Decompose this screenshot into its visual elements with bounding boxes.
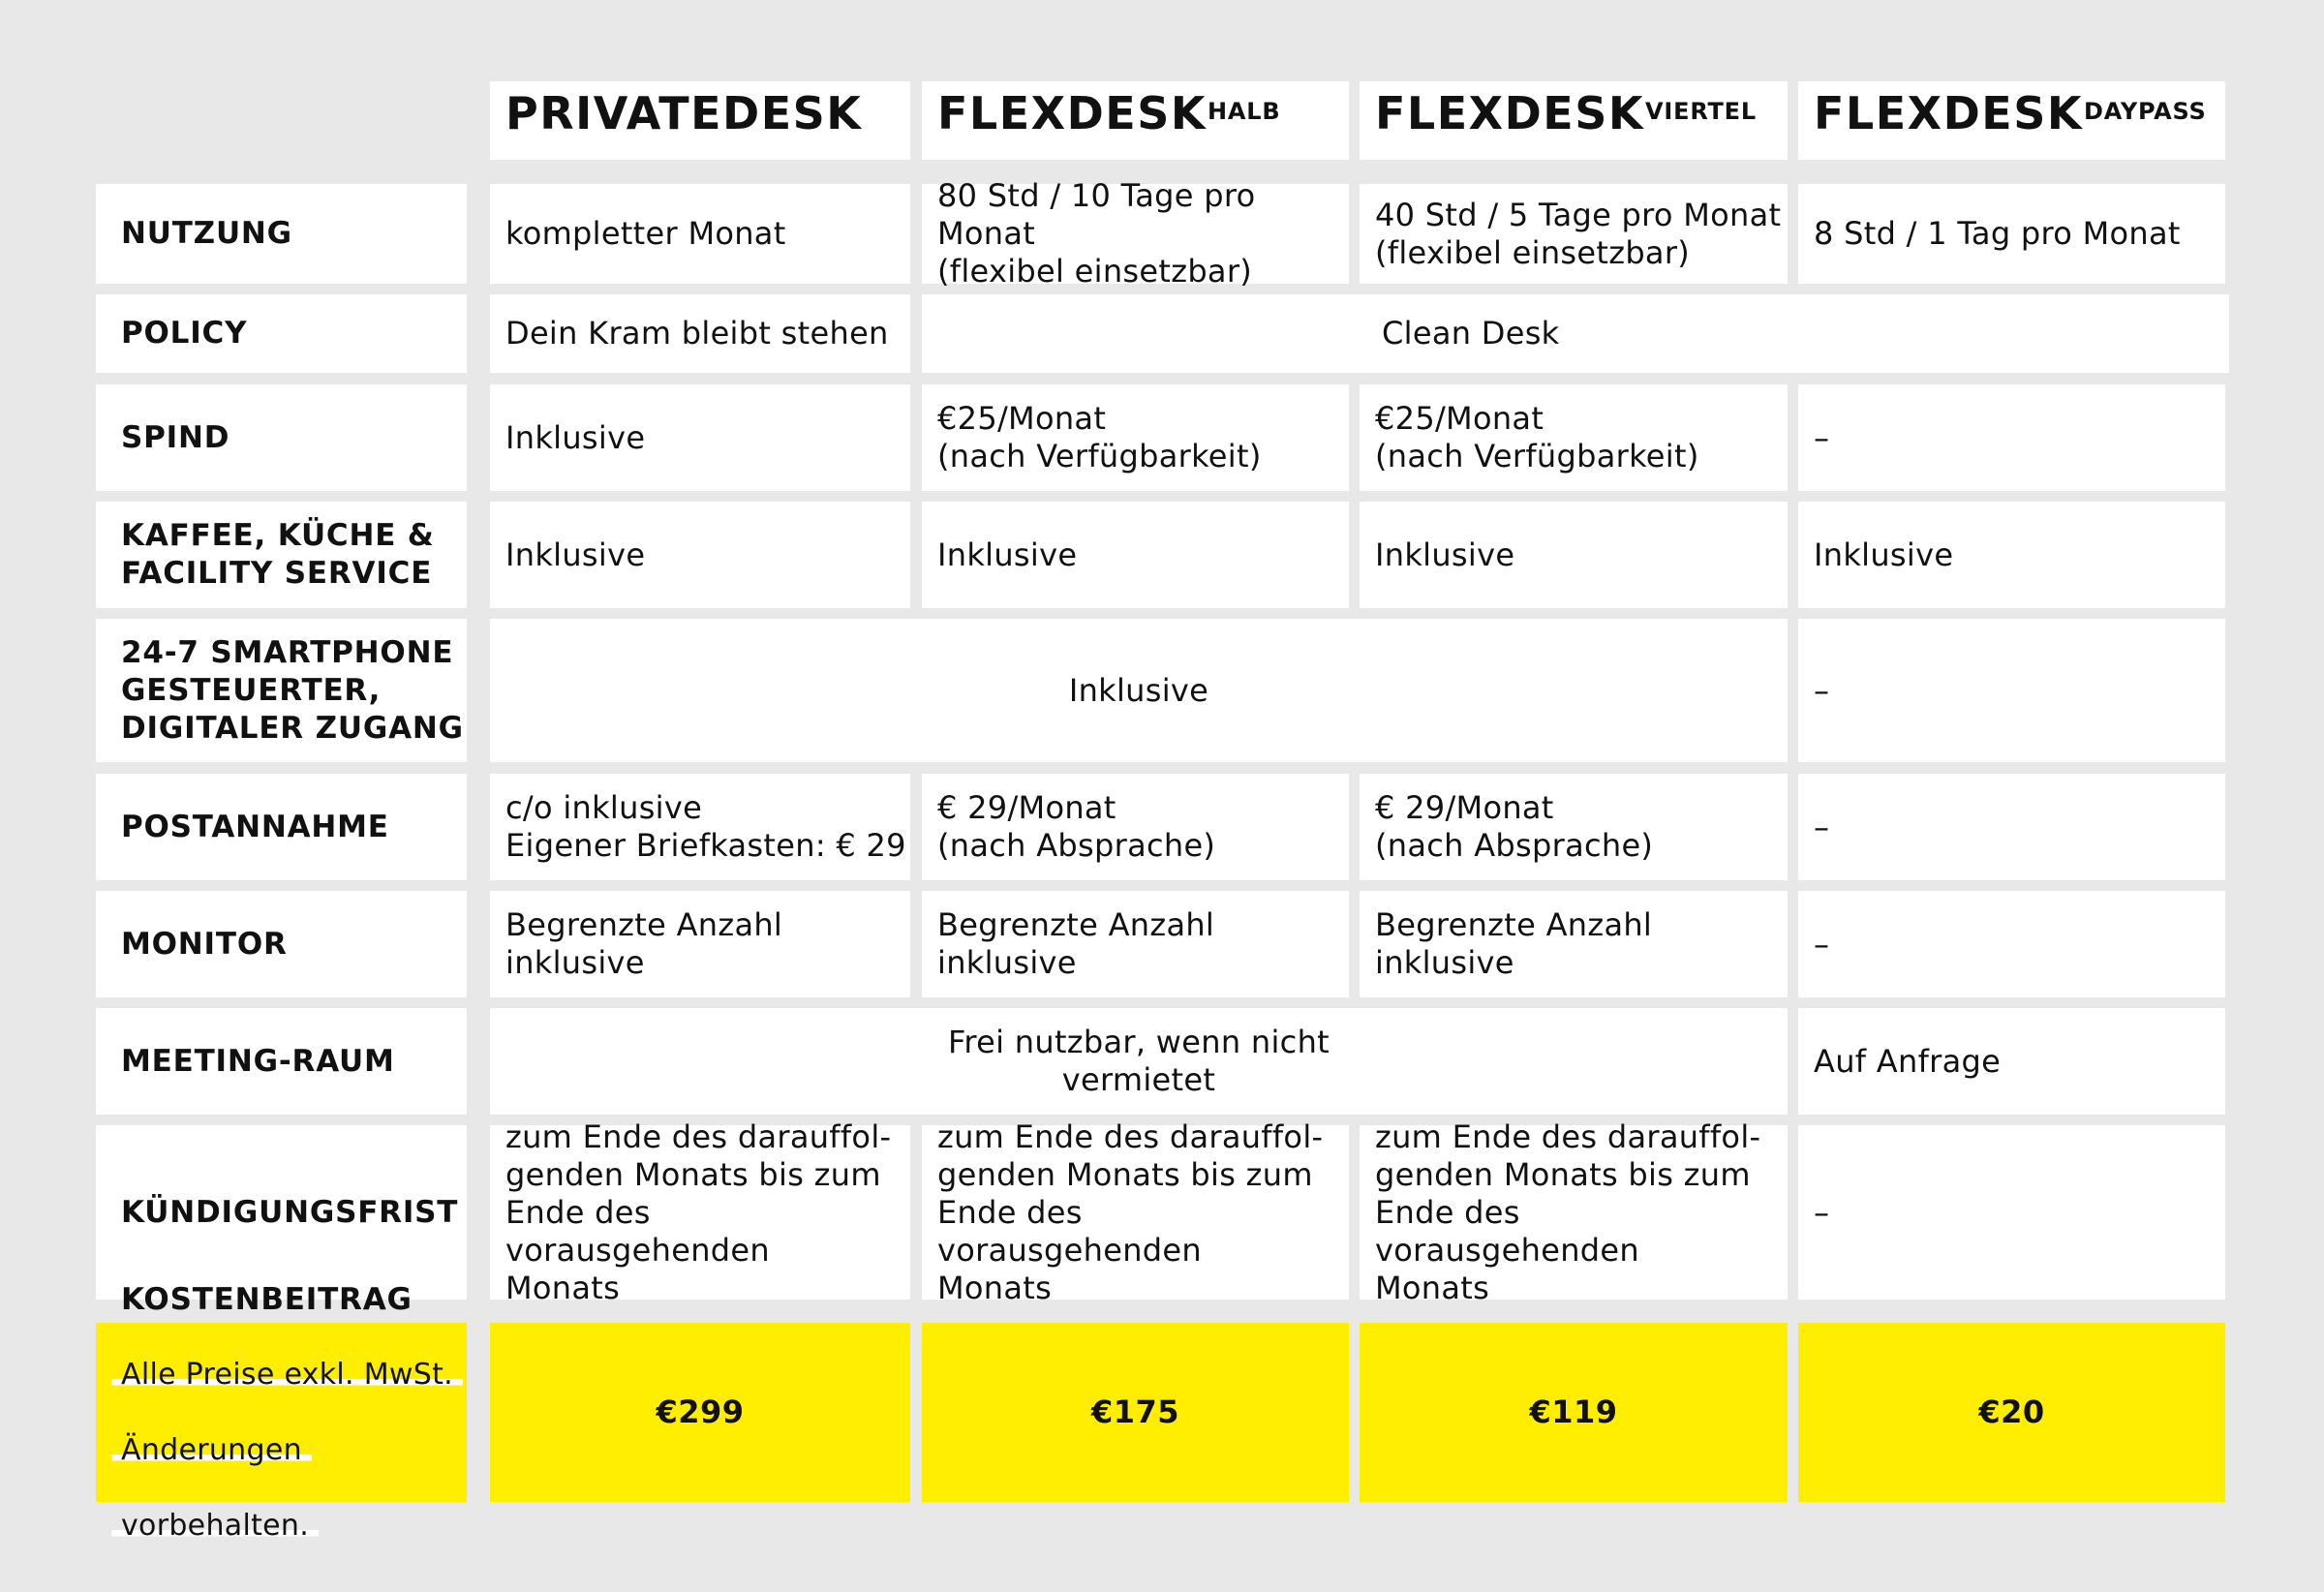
cell-kaffee-flexdesk-halb: Inklusive: [922, 502, 1349, 608]
cell-postannahme-flexdesk-viertel: € 29/Monat (nach Absprache): [1360, 774, 1788, 880]
cell-kuendigung-flexdesk-viertel: zum Ende des darauffol- genden Monats bis zum Ende des vorausgehenden Monats: [1360, 1125, 1788, 1300]
cell-zugang-merged: Inklusive: [490, 619, 1788, 762]
row-label-monitor: MONITOR: [96, 891, 467, 997]
cell-postannahme-privatedesk: c/o inklusive Eigener Briefkasten: € 29: [490, 774, 910, 880]
cell-nutzung-flexdesk-halb: 80 Std / 10 Tage pro Monat (flexibel einsetzbar): [922, 184, 1349, 284]
column-header-name: FLEXDESK: [937, 87, 1208, 139]
cell-spind-privatedesk: Inklusive: [490, 384, 910, 491]
row-label-kaffee: KAFFEE, KÜCHE & FACILITY SERVICE: [96, 502, 467, 608]
cell-policy-privatedesk: Dein Kram bleibt stehen: [490, 294, 910, 373]
kosten-note-line: Alle Preise exkl. MwSt.: [111, 1356, 463, 1393]
cell-nutzung-flexdesk-daypass: 8 Std / 1 Tag pro Monat: [1798, 184, 2225, 284]
column-header-privatedesk: [490, 81, 910, 160]
kosten-note-line: Änderungen: [111, 1431, 312, 1469]
column-header-name: PRIVATEDESK: [505, 87, 863, 139]
column-header-flexdesk-daypass: [1798, 81, 2225, 160]
column-header-flexdesk-halb: [922, 81, 1349, 160]
cell-nutzung-flexdesk-viertel: 40 Std / 5 Tage pro Monat (flexibel einsetzbar): [1360, 184, 1788, 284]
cell-monitor-flexdesk-daypass: –: [1798, 891, 2225, 997]
row-label-nutzung: NUTZUNG: [96, 184, 467, 284]
cell-nutzung-privatedesk: kompletter Monat: [490, 184, 910, 284]
column-header-suffix: DAYPASS: [2084, 98, 2207, 125]
cell-monitor-flexdesk-viertel: Begrenzte Anzahl inklusive: [1360, 891, 1788, 997]
cell-policy-flexdesk-text: Clean Desk: [1382, 315, 1560, 352]
cell-postannahme-flexdesk-daypass: –: [1798, 774, 2225, 880]
price-flexdesk-viertel: €119: [1360, 1323, 1788, 1502]
column-header-suffix: VIERTEL: [1645, 98, 1757, 125]
row-label-zugang: 24-7 SMARTPHONE GESTEUERTER, DIGITALER ZUGANG: [96, 619, 467, 762]
row-label-meeting: MEETING-RAUM: [96, 1008, 467, 1115]
kosten-note: [121, 1318, 463, 1545]
cell-zugang-flexdesk-daypass: –: [1798, 619, 2225, 762]
cell-kuendigung-flexdesk-halb: zum Ende des darauffol- genden Monats bis zum Ende des vorausgehenden Monats: [922, 1125, 1349, 1300]
price-flexdesk-halb: €175: [922, 1323, 1349, 1502]
cell-meeting-flexdesk-daypass: Auf Anfrage: [1798, 1008, 2225, 1115]
cell-kaffee-flexdesk-daypass: Inklusive: [1798, 502, 2225, 608]
cell-kaffee-flexdesk-viertel: Inklusive: [1360, 502, 1788, 608]
cell-monitor-privatedesk: Begrenzte Anzahl inklusive: [490, 891, 910, 997]
row-label-kostenbeitrag: [96, 1281, 467, 1543]
cell-meeting-merged: Frei nutzbar, wenn nicht vermietet: [490, 1008, 1788, 1115]
cell-postannahme-flexdesk-halb: € 29/Monat (nach Absprache): [922, 774, 1349, 880]
kosten-title: KOSTENBEITRAG: [121, 1281, 413, 1317]
cell-kuendigung-privatedesk: zum Ende des darauffol- genden Monats bis zum Ende des vorausgehenden Monats: [490, 1125, 910, 1300]
price-privatedesk: €299: [490, 1323, 910, 1502]
kosten-note-line: vorbehalten.: [111, 1507, 319, 1545]
column-header-name: FLEXDESK: [1375, 87, 1645, 139]
row-label-policy: POLICY: [96, 294, 467, 373]
cell-kaffee-privatedesk: Inklusive: [490, 502, 910, 608]
cell-spind-flexdesk-daypass: –: [1798, 384, 2225, 491]
column-header-name: FLEXDESK: [1814, 87, 2084, 139]
column-header-flexdesk-viertel: [1360, 81, 1788, 160]
row-label-spind: SPIND: [96, 384, 467, 491]
cell-policy-flexdesk-merged: [922, 294, 2229, 373]
cell-spind-flexdesk-viertel: €25/Monat (nach Verfügbarkeit): [1360, 384, 1788, 491]
cell-monitor-flexdesk-halb: Begrenzte Anzahl inklusive: [922, 891, 1349, 997]
cell-spind-flexdesk-halb: €25/Monat (nach Verfügbarkeit): [922, 384, 1349, 491]
row-label-postannahme: POSTANNAHME: [96, 774, 467, 880]
row-label-kuendigung: KÜNDIGUNGSFRIST: [96, 1125, 467, 1300]
cell-kuendigung-flexdesk-daypass: –: [1798, 1125, 2225, 1300]
price-flexdesk-daypass: €20: [1798, 1323, 2225, 1502]
column-header-suffix: HALB: [1208, 98, 1281, 125]
